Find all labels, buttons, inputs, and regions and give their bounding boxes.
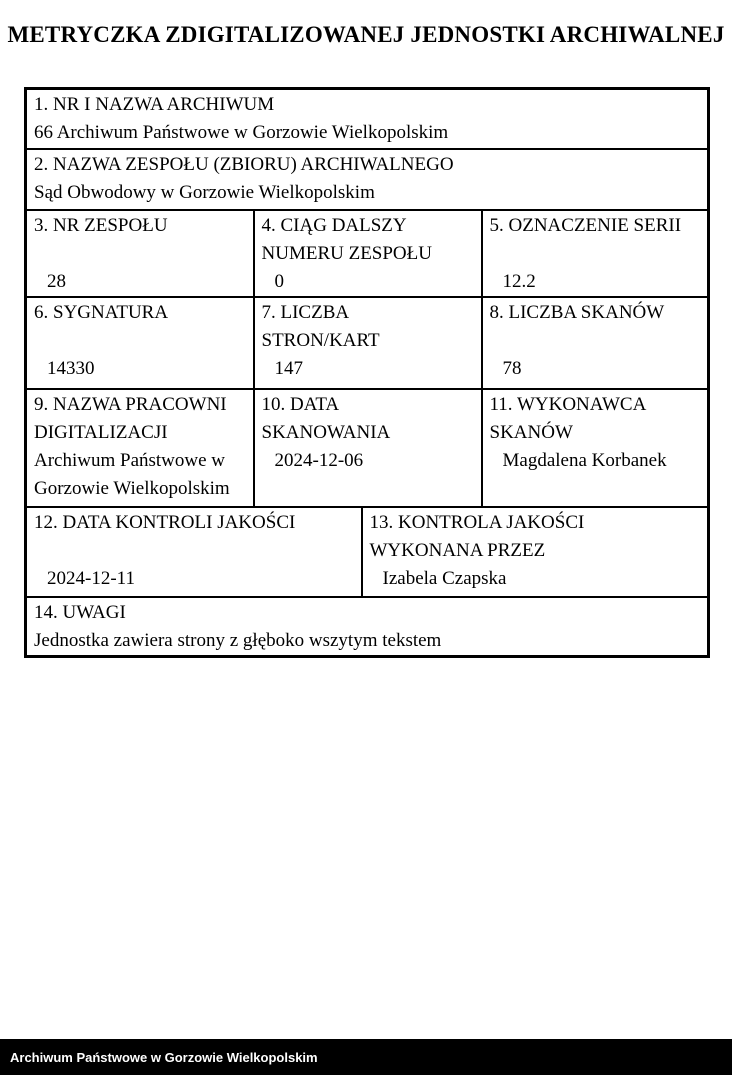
field-7-value: 147 — [274, 357, 303, 379]
field-9-value: Archiwum Państwowe w Gorzowie Wielkopolskim — [34, 449, 230, 499]
field-13-value: Izabela Czapska — [382, 567, 507, 589]
field-5-cell — [482, 210, 709, 297]
table-row — [26, 297, 709, 389]
table-row — [26, 149, 709, 210]
field-14-value: Jednostka zawiera strony z głęboko wszytym tekstem — [34, 629, 442, 651]
field-14-cell — [26, 597, 709, 657]
field-8-cell — [482, 297, 709, 389]
footer-text: Archiwum Państwowe w Gorzowie Wielkopolskim — [10, 1049, 318, 1065]
page-title: METRYCZKA ZDIGITALIZOWANEJ JEDNOSTKI ARCHIWALNEJ — [7, 22, 725, 47]
table-row — [26, 597, 709, 657]
field-2-cell — [26, 149, 709, 210]
table-row — [26, 389, 709, 507]
field-10-cell — [254, 389, 482, 507]
field-12-cell — [26, 507, 362, 597]
field-6-value: 14330 — [47, 357, 95, 379]
field-1-label: 1. NR I NAZWA ARCHIWUM — [34, 94, 275, 115]
table-row — [26, 210, 709, 297]
field-12-value: 2024-12-11 — [47, 567, 135, 589]
field-3-cell — [26, 210, 254, 297]
field-8-label: 8. LICZBA SKANÓW — [489, 301, 665, 323]
field-8-value: 78 — [502, 357, 522, 379]
field-7-label: 7. LICZBA STRON/KART — [261, 301, 380, 351]
field-3-label: 3. NR ZESPOŁU — [34, 214, 168, 236]
field-12-label: 12. DATA KONTROLI JAKOŚCI — [34, 511, 296, 533]
table-row — [26, 507, 709, 597]
field-9-label: 9. NAZWA PRACOWNI DIGITALIZACJI — [34, 393, 227, 443]
field-2-value: Sąd Obwodowy w Gorzowie Wielkopolskim — [34, 181, 375, 203]
field-1-value: 66 Archiwum Państwowe w Gorzowie Wielkopolskim — [34, 122, 449, 143]
field-4-label: 4. CIĄG DALSZY NUMERU ZESPOŁU — [261, 214, 432, 264]
field-4-cell — [254, 210, 482, 297]
field-7-cell — [254, 297, 482, 389]
field-4-value: 0 — [274, 270, 284, 292]
table-row — [26, 89, 709, 149]
field-9-cell — [26, 389, 254, 507]
field-11-label: 11. WYKONAWCA SKANÓW — [489, 393, 646, 443]
field-1-cell — [26, 89, 709, 149]
field-14-label: 14. UWAGI — [34, 601, 126, 623]
field-13-cell — [362, 507, 709, 597]
field-6-label: 6. SYGNATURA — [34, 301, 169, 323]
field-10-label: 10. DATA SKANOWANIA — [261, 393, 391, 443]
field-13-label: 13. KONTROLA JAKOŚCI WYKONANA PRZEZ — [369, 511, 585, 561]
field-2-label: 2. NAZWA ZESPOŁU (ZBIORU) ARCHIWALNEGO — [34, 153, 454, 175]
field-3-value: 28 — [47, 270, 66, 292]
field-11-value: Magdalena Korbanek — [502, 449, 667, 471]
field-6-cell — [26, 297, 254, 389]
footer-bar — [0, 1039, 732, 1075]
field-5-value: 12.2 — [502, 270, 536, 292]
field-11-cell — [482, 389, 709, 507]
metadata-table — [24, 87, 710, 658]
field-10-value: 2024-12-06 — [274, 449, 364, 471]
field-5-label: 5. OZNACZENIE SERII — [489, 214, 682, 236]
